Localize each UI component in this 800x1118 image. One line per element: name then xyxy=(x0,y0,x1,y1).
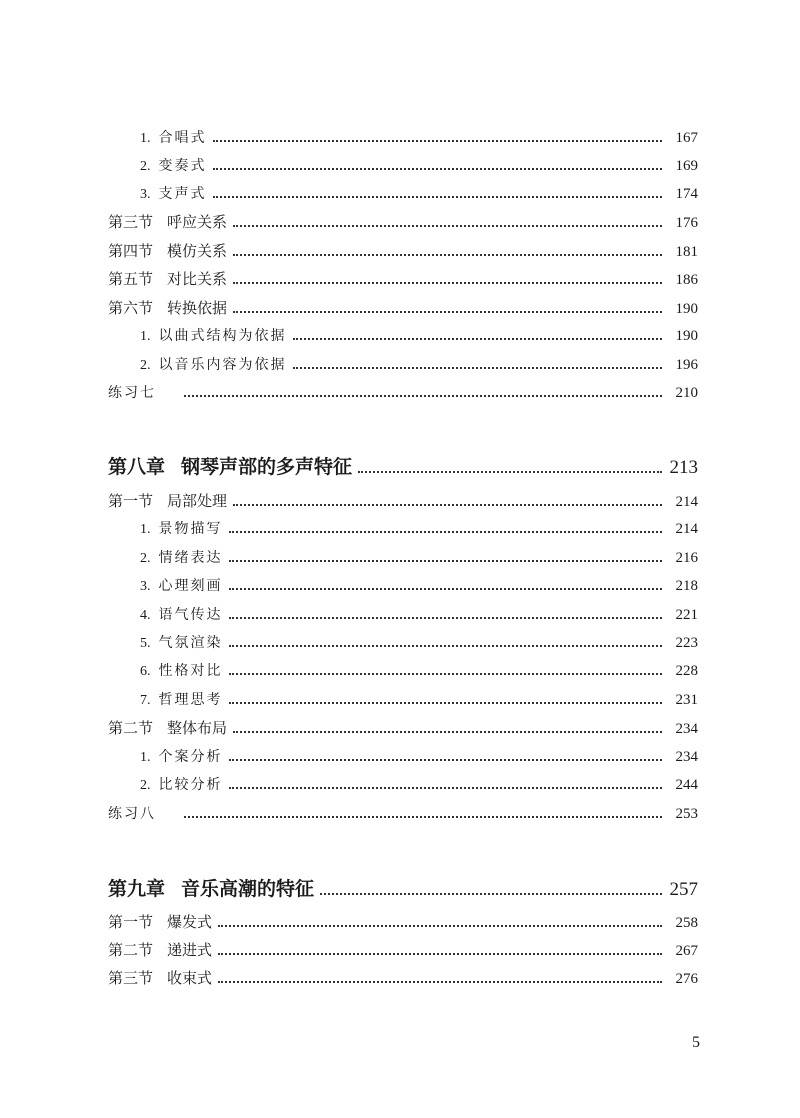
entry-title: 景物描写 xyxy=(158,521,223,537)
page-number: 5 xyxy=(692,1034,700,1051)
entry-page: 223 xyxy=(675,635,698,651)
dot-leader xyxy=(233,254,662,256)
chapter-label: 第九章 xyxy=(108,878,166,900)
entry-page: 190 xyxy=(675,328,698,344)
section-label: 第五节 xyxy=(108,270,154,288)
section-label: 第二节 xyxy=(108,941,154,959)
entry-number: 1. xyxy=(140,131,151,146)
toc-exercise xyxy=(108,803,698,823)
dot-leader xyxy=(233,504,662,506)
exercise-page: 210 xyxy=(675,385,698,401)
section-label: 第一节 xyxy=(108,492,154,510)
exercise-title: 练习八 xyxy=(108,806,156,822)
toc-chapter xyxy=(108,874,698,901)
section-title: 递进式 xyxy=(167,941,213,959)
toc-section xyxy=(108,939,698,960)
entry-title: 个案分析 xyxy=(158,749,223,765)
toc-entry xyxy=(140,325,698,345)
dot-leader xyxy=(229,617,663,619)
toc-entry xyxy=(140,575,698,595)
entry-number: 2. xyxy=(140,358,151,373)
toc-entry xyxy=(140,746,698,766)
dot-leader xyxy=(233,731,662,733)
toc-section xyxy=(108,911,698,932)
toc-entry xyxy=(140,632,698,652)
dot-leader xyxy=(213,168,663,170)
section-title: 对比关系 xyxy=(167,270,228,288)
entry-title: 合唱式 xyxy=(158,130,207,146)
toc-section xyxy=(108,967,698,988)
entry-page: 169 xyxy=(675,158,698,174)
entry-title: 情绪表达 xyxy=(158,550,223,566)
toc-section xyxy=(108,490,698,511)
dot-leader xyxy=(229,759,663,761)
chapter-title: 音乐高潮的特征 xyxy=(181,878,315,900)
toc-section xyxy=(108,297,698,318)
dot-leader xyxy=(233,225,662,227)
dot-leader xyxy=(184,395,662,397)
section-label: 第二节 xyxy=(108,719,154,737)
section-page: 190 xyxy=(675,301,698,317)
entry-page: 196 xyxy=(675,357,698,373)
entry-number: 5. xyxy=(140,636,151,651)
entry-number: 4. xyxy=(140,608,151,623)
toc-entry xyxy=(140,518,698,538)
exercise-page: 253 xyxy=(675,806,698,822)
exercise-title: 练习七 xyxy=(108,385,156,401)
entry-title: 以音乐内容为依据 xyxy=(158,357,287,373)
section-label: 第四节 xyxy=(108,242,154,260)
entry-title: 哲理思考 xyxy=(158,692,223,708)
toc-section xyxy=(108,268,698,289)
toc-entry xyxy=(140,689,698,709)
section-page: 267 xyxy=(675,943,698,959)
dot-leader xyxy=(229,702,663,704)
dot-leader xyxy=(229,673,663,675)
entry-page: 244 xyxy=(675,777,698,793)
entry-title: 支声式 xyxy=(158,186,207,202)
toc-section xyxy=(108,240,698,261)
entry-number: 1. xyxy=(140,329,151,344)
section-title: 局部处理 xyxy=(167,492,228,510)
dot-leader xyxy=(229,560,663,562)
entry-title: 语气传达 xyxy=(158,607,223,623)
section-title: 转换依据 xyxy=(167,299,228,317)
entry-page: 218 xyxy=(675,578,698,594)
section-title: 模仿关系 xyxy=(167,242,228,260)
entry-number: 7. xyxy=(140,693,151,708)
entry-number: 2. xyxy=(140,159,151,174)
dot-leader xyxy=(293,338,663,340)
toc-chapter xyxy=(108,452,698,479)
entry-page: 167 xyxy=(675,130,698,146)
entry-number: 3. xyxy=(140,579,151,594)
entry-number: 3. xyxy=(140,187,151,202)
entry-page: 174 xyxy=(675,186,698,202)
entry-page: 214 xyxy=(675,521,698,537)
entry-title: 以曲式结构为依据 xyxy=(158,328,287,344)
dot-leader xyxy=(218,981,662,983)
section-page: 276 xyxy=(675,971,698,987)
toc-entry xyxy=(140,183,698,203)
dot-leader xyxy=(213,196,663,198)
section-page: 258 xyxy=(675,915,698,931)
entry-number: 2. xyxy=(140,551,151,566)
dot-leader xyxy=(233,311,662,313)
dot-leader xyxy=(218,925,662,927)
section-title: 爆发式 xyxy=(167,913,213,931)
toc-entry xyxy=(140,127,698,147)
entry-title: 变奏式 xyxy=(158,158,207,174)
toc-entry xyxy=(140,660,698,680)
entry-page: 221 xyxy=(675,607,698,623)
dot-leader xyxy=(218,953,662,955)
dot-leader xyxy=(184,816,662,818)
section-page: 181 xyxy=(675,244,698,260)
section-page: 234 xyxy=(675,721,698,737)
dot-leader xyxy=(320,893,662,895)
entry-number: 1. xyxy=(140,522,151,537)
dot-leader xyxy=(293,367,663,369)
section-title: 收束式 xyxy=(167,969,213,987)
toc-section xyxy=(108,717,698,738)
section-page: 214 xyxy=(675,494,698,510)
dot-leader xyxy=(213,140,663,142)
chapter-title: 钢琴声部的多声特征 xyxy=(181,456,353,478)
dot-leader xyxy=(233,282,662,284)
section-page: 186 xyxy=(675,272,698,288)
entry-number: 1. xyxy=(140,750,151,765)
section-label: 第三节 xyxy=(108,969,154,987)
toc-exercise xyxy=(108,382,698,402)
toc-entry xyxy=(140,604,698,624)
chapter-page: 213 xyxy=(669,457,698,478)
entry-page: 234 xyxy=(675,749,698,765)
dot-leader xyxy=(229,531,663,533)
dot-leader xyxy=(229,588,663,590)
dot-leader xyxy=(229,787,663,789)
dot-leader xyxy=(358,471,662,473)
entry-title: 气氛渲染 xyxy=(158,635,223,651)
entry-title: 性格对比 xyxy=(158,663,223,679)
section-label: 第六节 xyxy=(108,299,154,317)
toc-entry xyxy=(140,354,698,374)
chapter-label: 第八章 xyxy=(108,456,166,478)
toc-entry xyxy=(140,547,698,567)
chapter-page: 257 xyxy=(669,879,698,900)
section-label: 第三节 xyxy=(108,213,154,231)
toc-entry xyxy=(140,155,698,175)
entry-page: 231 xyxy=(675,692,698,708)
entry-page: 228 xyxy=(675,663,698,679)
toc-section xyxy=(108,211,698,232)
toc-entry xyxy=(140,774,698,794)
section-label: 第一节 xyxy=(108,913,154,931)
section-title: 整体布局 xyxy=(167,719,228,737)
entry-page: 216 xyxy=(675,550,698,566)
entry-title: 心理刻画 xyxy=(158,578,223,594)
section-title: 呼应关系 xyxy=(167,213,228,231)
dot-leader xyxy=(229,645,663,647)
entry-number: 6. xyxy=(140,664,151,679)
entry-title: 比较分析 xyxy=(158,777,223,793)
entry-number: 2. xyxy=(140,778,151,793)
section-page: 176 xyxy=(675,215,698,231)
